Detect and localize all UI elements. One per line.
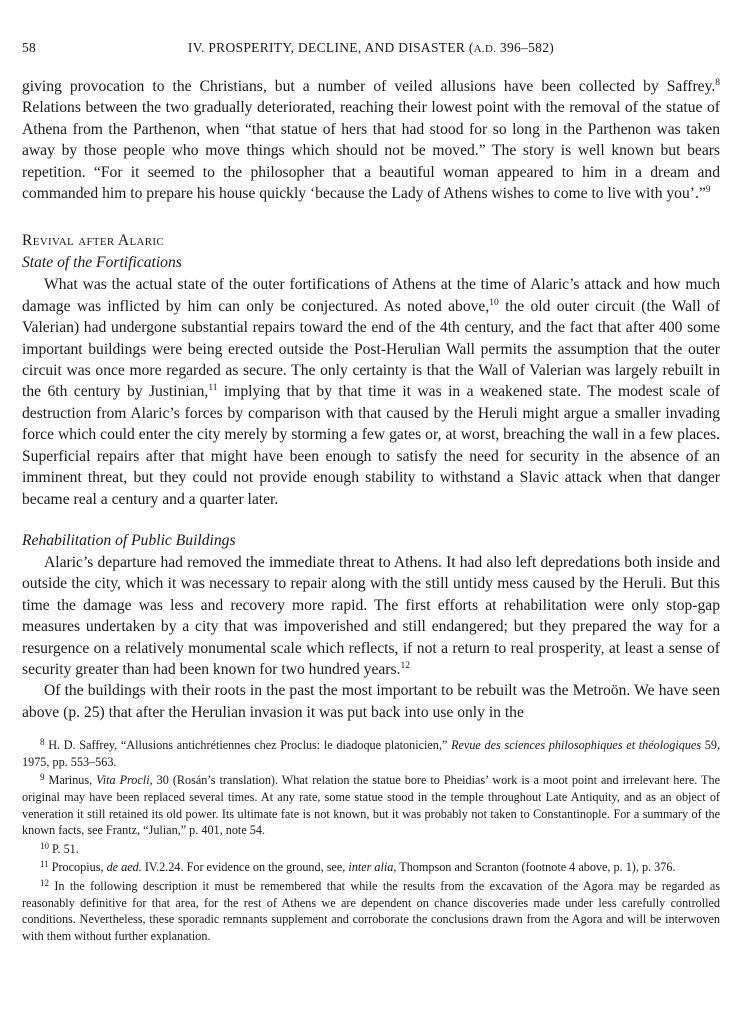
footnote-12: $^{12}$ In the following description it must be remembered that while the results from the excavation of the Agora may be regarded as reasonably definitive for that area, for the rest of Athens we are dependent on chance discoveries made under less carefully controlled conditions. Nevertheless, these sporadic remnants supplement and corroborate the conclusions drawn from the Agora and will be interwoven with them without further explanation.: [22, 877, 720, 943]
book-page: [22, 40, 720, 946]
footnote-8: $^8$ H. D. Saffrey, “Allusions antichrétiennes chez Proclus: le diadoque platonicien,” Revue des sciences philosophiques et théologiques 59, 1975, pp. 553–563.: [22, 737, 720, 769]
paragraph-rehabilitation: Alaric’s departure had removed the immediate threat to Athens. It had also left depredations both inside and outside the city, which it was necessary to repair along with the still untidy mess caused by the Heruli. But this time the damage was less and recovery more rapid. The first efforts at rehabilitation were only stop-gap measures undertaken by a city that was impoverished and still endangered; but they prepared the way for a resurgence on a relatively monumental scale which reflects, if not a return to real prosperity, at least a sense of security greater than had been known for two hundred years.$^{12}$: [22, 553, 720, 678]
footnote-ref-9[interactable]: 9: [705, 185, 711, 196]
page-number: 58: [22, 40, 37, 55]
footnote-ref-11[interactable]: 11: [208, 383, 218, 394]
paragraph-intro: giving provocation to the Christians, but a number of veiled allusions have been collected by Saffrey.$^8$ Relations between the two gradually deteriorated, reaching their lowest point with the removal of the statue of Athena from the Parthenon, when “that statue of hers that had stood for so long in the Parthenon was taken away by those people who move things which should not be moved.” The story is well known but bears repetition. “For it seemed to the philosopher that a beautiful woman appeared to him in a dream and commanded him to prepare his house quickly ‘because the Lady of Athens wishes to come to live with you’.”$^9$: [22, 78, 720, 203]
era-abbreviation: A.D.: [473, 43, 497, 55]
paragraph-fortifications: What was the actual state of the outer fortifications of Athens at the time of Alaric’s attack and how much damage was inflicted by him can only be conjectured. As noted above,$^{10}$ the old outer circuit (the Wall of Valerian) had undergone substantial repairs toward the end of the 4th century, and the fact that after 400 some important buildings were being erected outside the Post-Herulian Wall permits the assumption that the outer circuit was once more regarded as secure. The only certainty is that the Wall of Valerian was largely rebuilt in the 6th century by Justinian,$^{11}$ implying that by that time it was in a weakened state. The modest scale of destruction from Alaric’s forces by comparison with that caused by the Heruli might argue a smaller invading force which could enter the city merely by storming a few gates or, at worst, breaching the wall in a few places. Superficial repairs after that might have been enough to satisfy the need for security in the absence of an imminent threat, but they could not provide enough stability to withstand a Slavic attack when that danger became real a century and a quarter later.: [22, 276, 720, 508]
footnote-ref-10[interactable]: 10: [489, 297, 499, 308]
running-title: IV. PROSPERITY, DECLINE, AND DISASTER (A.D. 396–582): [187, 40, 555, 55]
footnote-ref-12[interactable]: 12: [400, 660, 410, 671]
footnote-9: $^9$ Marinus, Vita Procli, 30 (Rosán’s translation). What relation the statue bore to Pheidias’ work is a moot point and irrelevant here. The original may have been replaced several times. At any rate, some statue stood in the temple throughout Late Antiquity, and as an object of veneration it still retained its old power. Its ultimate fate is not known, but it was probably not taken to Constantinople. For a summary of the known facts, see Frantz, “Julian,” p. 401, note 54.: [22, 772, 721, 838]
section-heading: Revival after Alaric: [22, 232, 164, 250]
footnote-ref-8[interactable]: 8: [715, 78, 720, 88]
footnote-11: $^{11}$ Procopius, de aed. IV.2.24. For evidence on the ground, see, inter alia, Thompson and Scranton (footnote 4 above, p. 1), p. 376.: [40, 859, 676, 875]
running-head: [22, 40, 720, 62]
footnote-10: $^{10}$ P. 51.: [40, 840, 79, 856]
paragraph-metroon: Of the buildings with their roots in the past the most important to be rebuilt was the Metroön. We have seen above (p. 25) that after the Herulian invasion it was put back into use only in the: [22, 682, 720, 721]
subsection-heading-rehabilitation: Rehabilitation of Public Buildings: [22, 531, 236, 549]
subsection-heading-fortifications: State of the Fortifications: [22, 254, 182, 272]
footnotes: [22, 737, 720, 944]
